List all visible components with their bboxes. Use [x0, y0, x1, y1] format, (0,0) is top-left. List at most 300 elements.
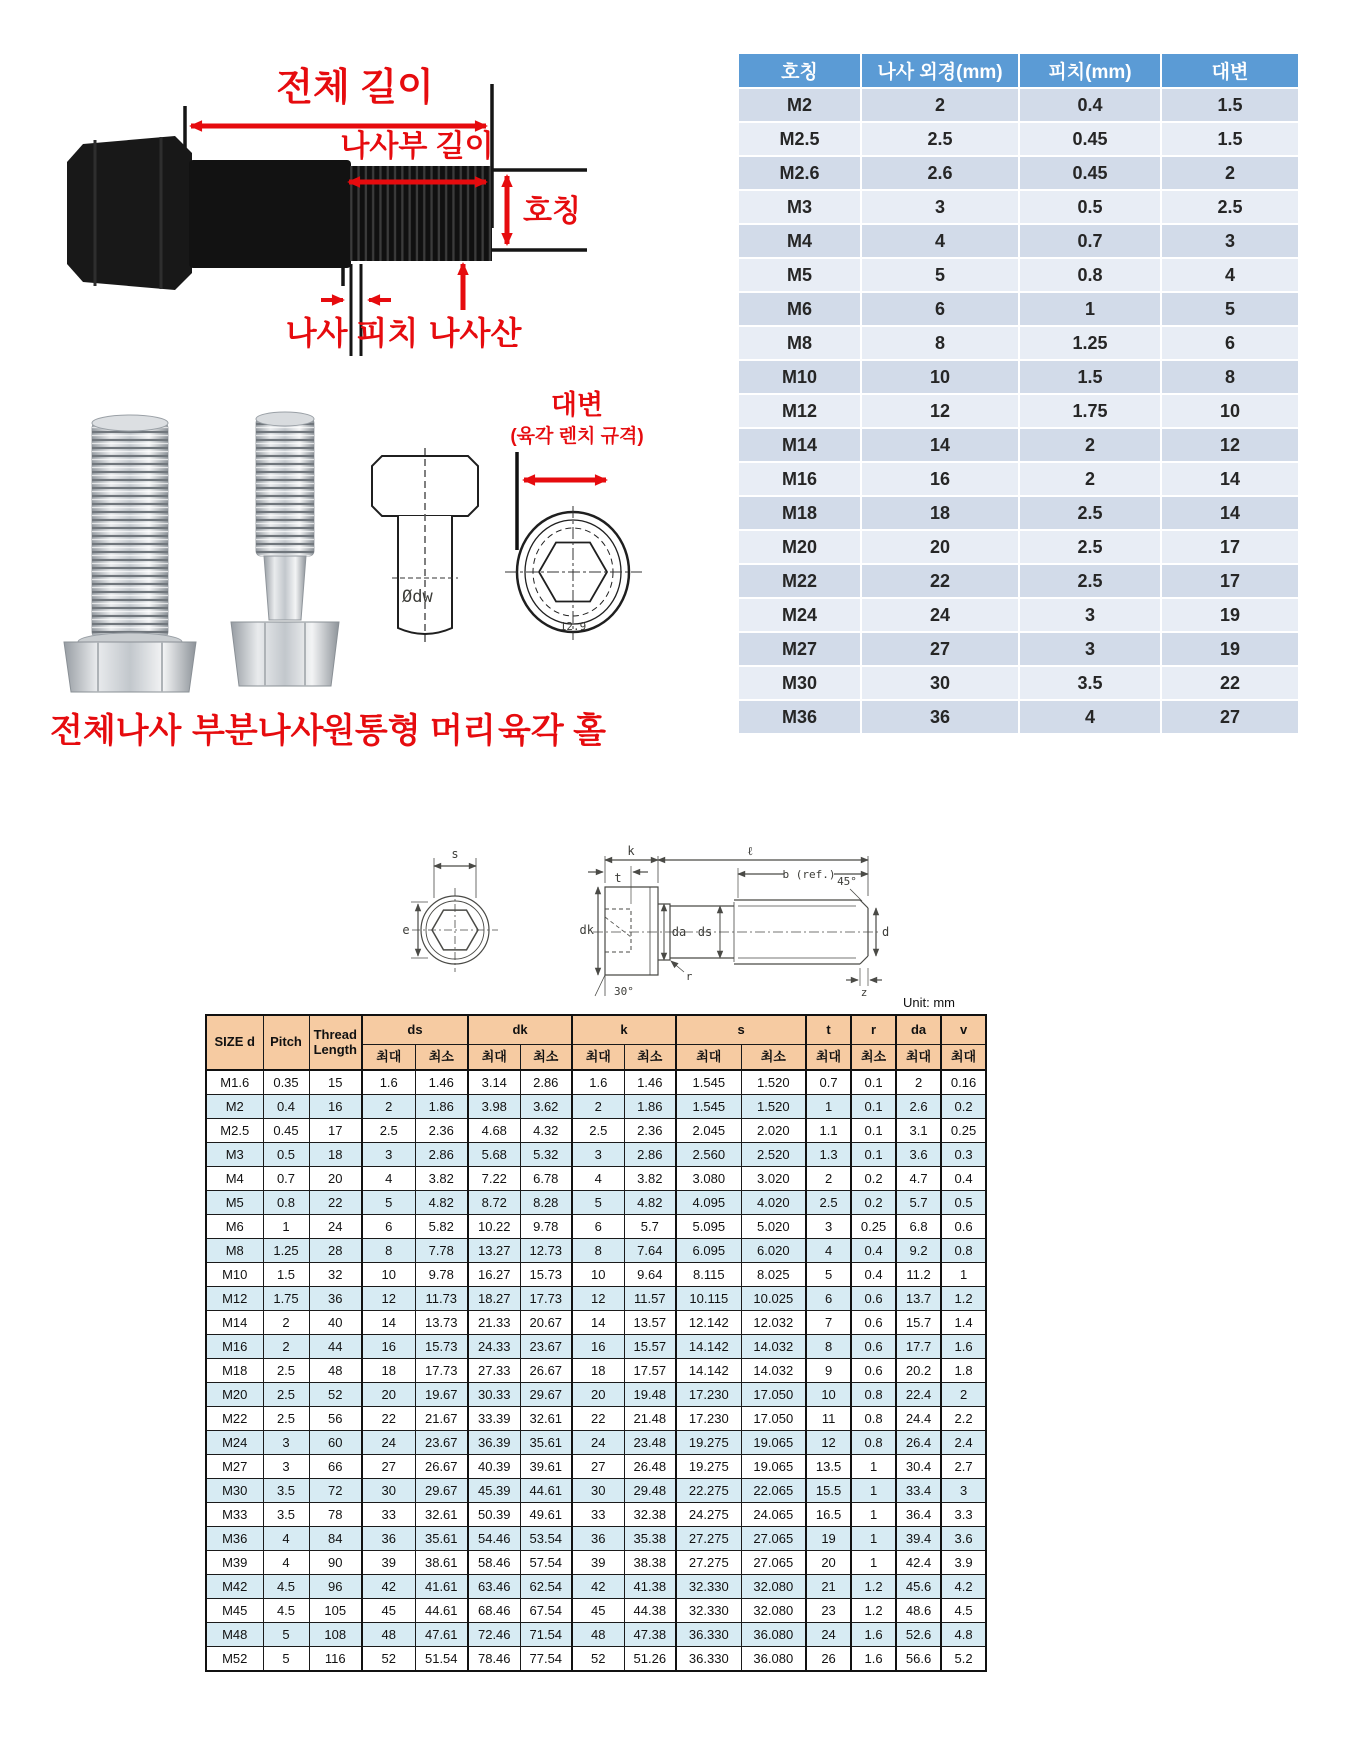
table-cell: 2.5	[1019, 496, 1161, 530]
table-cell: 1	[851, 1455, 896, 1479]
table-row	[206, 1407, 986, 1431]
column-header: 피치(mm)	[1019, 53, 1161, 88]
table-cell: 29.67	[520, 1383, 572, 1407]
table-cell: 90	[309, 1551, 362, 1575]
table-cell: 0.1	[851, 1119, 896, 1143]
table-row	[738, 88, 1299, 122]
table-cell: 1.6	[941, 1335, 986, 1359]
table-cell: M14	[206, 1311, 263, 1335]
table-cell: 15.57	[624, 1335, 676, 1359]
table-cell: 0.6	[941, 1215, 986, 1239]
table-cell: 2.5	[1019, 530, 1161, 564]
table-cell: 2.5	[263, 1407, 309, 1431]
table-cell: M42	[206, 1575, 263, 1599]
partial-thread-bolt-photo	[231, 412, 339, 686]
nominal-label: 호칭	[523, 195, 581, 228]
table-cell: 6	[1161, 326, 1299, 360]
table-row	[738, 564, 1299, 598]
table-cell: 17	[1161, 564, 1299, 598]
cylindrical-head-drawing	[372, 448, 478, 642]
table-cell: 17.73	[520, 1287, 572, 1311]
table-cell: 1.5	[263, 1263, 309, 1287]
table-cell: 68.46	[468, 1599, 520, 1623]
table-cell: 2.5	[263, 1359, 309, 1383]
table-cell: 51.26	[624, 1647, 676, 1672]
table-cell: 0.6	[851, 1359, 896, 1383]
table-cell: 30.33	[468, 1383, 520, 1407]
table-cell: 3.1	[896, 1119, 941, 1143]
table-cell: 1.25	[1019, 326, 1161, 360]
table-cell: 47.61	[415, 1623, 468, 1647]
table-row	[206, 1191, 986, 1215]
table-cell: M30	[738, 666, 861, 700]
column-header: t	[806, 1015, 851, 1045]
table-row	[738, 292, 1299, 326]
table-cell: 36.330	[676, 1623, 741, 1647]
table-cell: 1.6	[851, 1623, 896, 1647]
total-length-label: 전체 길이	[276, 67, 434, 109]
table-cell: 32.080	[741, 1599, 806, 1623]
table-cell: 13.73	[415, 1311, 468, 1335]
column-header: 대변	[1161, 53, 1299, 88]
table-cell: 1.6	[851, 1647, 896, 1672]
table-cell: 3	[1019, 632, 1161, 666]
dim-table	[205, 1014, 987, 1672]
table-cell: 1.5	[1161, 122, 1299, 156]
table-cell: 3	[263, 1431, 309, 1455]
table-cell: 0.1	[851, 1095, 896, 1119]
table-cell: 1.6	[362, 1070, 415, 1095]
table-cell: 22	[362, 1407, 415, 1431]
table-cell: 36	[861, 700, 1019, 734]
table-cell: 96	[309, 1575, 362, 1599]
table-cell: 45.6	[896, 1575, 941, 1599]
table-cell: 0.1	[851, 1070, 896, 1095]
column-header: v	[941, 1015, 986, 1045]
table-cell: M12	[206, 1287, 263, 1311]
table-cell: 36.4	[896, 1503, 941, 1527]
full-thread-bolt-photo	[64, 415, 196, 692]
dim-table-header	[206, 1015, 986, 1070]
table-cell: 2.520	[741, 1143, 806, 1167]
table-cell: 53.54	[520, 1527, 572, 1551]
table-cell: 1.3	[806, 1143, 851, 1167]
table-cell: 4	[263, 1527, 309, 1551]
table-row	[206, 1143, 986, 1167]
table-cell: 10.025	[741, 1287, 806, 1311]
table-cell: 4	[1019, 700, 1161, 734]
table-cell: M8	[738, 326, 861, 360]
sub-header: 최소	[741, 1045, 806, 1071]
caption-hex-hole: 육각 홀	[498, 712, 606, 750]
table-cell: 0.2	[941, 1095, 986, 1119]
table-cell: 3.9	[941, 1551, 986, 1575]
table-cell: 13.57	[624, 1311, 676, 1335]
table-cell: 50.39	[468, 1503, 520, 1527]
table-cell: 19.065	[741, 1431, 806, 1455]
table-cell: 24.275	[676, 1503, 741, 1527]
table-cell: M3	[206, 1143, 263, 1167]
table-cell: 32.61	[415, 1503, 468, 1527]
table-cell: M45	[206, 1599, 263, 1623]
table-cell: 22	[861, 564, 1019, 598]
table-cell: 72	[309, 1479, 362, 1503]
table-cell: 36.080	[741, 1647, 806, 1672]
table-cell: 33	[572, 1503, 624, 1527]
dim-label-45deg: 45°	[837, 875, 857, 888]
table-cell: 22	[572, 1407, 624, 1431]
table-cell: 2.5	[263, 1383, 309, 1407]
table-cell: 3.14	[468, 1070, 520, 1095]
column-header: s	[676, 1015, 806, 1045]
table-cell: 1	[851, 1503, 896, 1527]
table-cell: M30	[206, 1479, 263, 1503]
table-cell: 4.82	[415, 1191, 468, 1215]
table-cell: 0.45	[1019, 122, 1161, 156]
table-cell: 11.2	[896, 1263, 941, 1287]
table-cell: 0.8	[941, 1239, 986, 1263]
table-cell: 10	[861, 360, 1019, 394]
table-cell: 52	[309, 1383, 362, 1407]
table-cell: 44.61	[520, 1479, 572, 1503]
table-cell: 6	[362, 1215, 415, 1239]
table-cell: 0.6	[851, 1311, 896, 1335]
table-cell: 41.61	[415, 1575, 468, 1599]
table-cell: 17.050	[741, 1383, 806, 1407]
table-cell: 32.61	[520, 1407, 572, 1431]
dim-label-s: s	[451, 847, 459, 861]
table-cell: 24.33	[468, 1335, 520, 1359]
table-cell: M6	[738, 292, 861, 326]
table-cell: 24	[861, 598, 1019, 632]
table-cell: 32.38	[624, 1503, 676, 1527]
table-cell: 19.275	[676, 1455, 741, 1479]
table-cell: 3	[572, 1143, 624, 1167]
table-cell: 0.4	[1019, 88, 1161, 122]
spec-table-header	[738, 53, 1299, 88]
table-cell: 4	[861, 224, 1019, 258]
table-row	[206, 1431, 986, 1455]
table-cell: M27	[206, 1455, 263, 1479]
table-cell: 17.7	[896, 1335, 941, 1359]
table-cell: 24.065	[741, 1503, 806, 1527]
table-cell: 24	[309, 1215, 362, 1239]
table-cell: 0.8	[1019, 258, 1161, 292]
table-cell: 3.6	[896, 1143, 941, 1167]
table-cell: 2.5	[1161, 190, 1299, 224]
table-cell: 4	[572, 1167, 624, 1191]
table-cell: 29.48	[624, 1479, 676, 1503]
table-cell: 0.5	[941, 1191, 986, 1215]
table-cell: 32	[309, 1263, 362, 1287]
table-cell: 18	[309, 1143, 362, 1167]
table-cell: 0.1	[851, 1143, 896, 1167]
table-cell: 24	[362, 1431, 415, 1455]
table-row	[738, 122, 1299, 156]
table-cell: 10	[362, 1263, 415, 1287]
table-cell: 27.065	[741, 1527, 806, 1551]
table-cell: 58.46	[468, 1551, 520, 1575]
table-cell: 30.4	[896, 1455, 941, 1479]
table-cell: 3.82	[624, 1167, 676, 1191]
table-cell: 5	[861, 258, 1019, 292]
table-cell: M16	[206, 1335, 263, 1359]
table-row	[738, 666, 1299, 700]
column-header: Thread Length	[309, 1015, 362, 1070]
sub-header: 최대	[468, 1045, 520, 1071]
sub-header: 최대	[572, 1045, 624, 1071]
table-row	[738, 394, 1299, 428]
table-row	[206, 1263, 986, 1287]
table-row	[738, 700, 1299, 734]
table-cell: 12	[1161, 428, 1299, 462]
table-cell: 1.75	[1019, 394, 1161, 428]
table-cell: 9.64	[624, 1263, 676, 1287]
table-cell: 3.6	[941, 1527, 986, 1551]
table-cell: 1.2	[851, 1599, 896, 1623]
table-cell: 36.330	[676, 1647, 741, 1672]
table-cell: 24.4	[896, 1407, 941, 1431]
table-cell: 84	[309, 1527, 362, 1551]
table-cell: 42	[572, 1575, 624, 1599]
table-cell: 27.275	[676, 1527, 741, 1551]
table-cell: 78	[309, 1503, 362, 1527]
table-cell: 108	[309, 1623, 362, 1647]
table-cell: 1	[851, 1527, 896, 1551]
crest-label: 나사산	[428, 315, 522, 351]
table-cell: 3.62	[520, 1095, 572, 1119]
table-cell: 3.5	[263, 1503, 309, 1527]
table-cell: 1.520	[741, 1070, 806, 1095]
table-cell: 4.7	[896, 1167, 941, 1191]
table-cell: 2	[263, 1335, 309, 1359]
table-cell: 26.4	[896, 1431, 941, 1455]
table-cell: 9.78	[415, 1263, 468, 1287]
table-cell: 77.54	[520, 1647, 572, 1672]
table-cell: 1	[1019, 292, 1161, 326]
table-cell: M2	[206, 1095, 263, 1119]
table-cell: 0.4	[263, 1095, 309, 1119]
pitch-label: 나사 피치	[285, 315, 419, 351]
table-cell: 78.46	[468, 1647, 520, 1672]
table-cell: 4.020	[741, 1191, 806, 1215]
table-cell: M24	[206, 1431, 263, 1455]
table-cell: 0.2	[851, 1167, 896, 1191]
table-cell: 10	[806, 1383, 851, 1407]
table-cell: 17.230	[676, 1383, 741, 1407]
table-cell: 20.2	[896, 1359, 941, 1383]
table-cell: 12	[806, 1431, 851, 1455]
table-cell: 12.73	[520, 1239, 572, 1263]
table-cell: 5.32	[520, 1143, 572, 1167]
table-cell: 13.7	[896, 1287, 941, 1311]
table-cell: 23	[806, 1599, 851, 1623]
table-cell: 0.35	[263, 1070, 309, 1095]
table-cell: M10	[206, 1263, 263, 1287]
table-cell: 2.86	[624, 1143, 676, 1167]
table-row	[738, 258, 1299, 292]
table-cell: 26.48	[624, 1455, 676, 1479]
table-cell: 6.8	[896, 1215, 941, 1239]
table-cell: M48	[206, 1623, 263, 1647]
table-cell: 23.48	[624, 1431, 676, 1455]
table-cell: 45	[362, 1599, 415, 1623]
table-cell: 3.080	[676, 1167, 741, 1191]
table-row	[738, 428, 1299, 462]
column-header: SIZE d	[206, 1015, 263, 1070]
table-cell: 14	[1161, 462, 1299, 496]
table-cell: 4.5	[263, 1575, 309, 1599]
table-cell: 9	[806, 1359, 851, 1383]
table-cell: 0.45	[1019, 156, 1161, 190]
table-cell: 48.6	[896, 1599, 941, 1623]
table-cell: 8	[362, 1239, 415, 1263]
table-cell: 2	[263, 1311, 309, 1335]
thread-length-label: 나사부 길이	[340, 130, 494, 163]
table-row	[738, 598, 1299, 632]
table-cell: 7.64	[624, 1239, 676, 1263]
table-cell: 10	[572, 1263, 624, 1287]
table-cell: 22	[309, 1191, 362, 1215]
table-cell: 52	[572, 1647, 624, 1672]
table-cell: 6.020	[741, 1239, 806, 1263]
table-cell: 60	[309, 1431, 362, 1455]
table-row	[738, 156, 1299, 190]
table-cell: M5	[206, 1191, 263, 1215]
table-row	[206, 1215, 986, 1239]
table-cell: 26.67	[520, 1359, 572, 1383]
table-cell: 62.54	[520, 1575, 572, 1599]
table-cell: 2	[941, 1383, 986, 1407]
dim-label-b-ref: b (ref.)	[782, 868, 836, 881]
table-cell: 23.67	[415, 1431, 468, 1455]
table-cell: 35.61	[520, 1431, 572, 1455]
table-cell: 3.82	[415, 1167, 468, 1191]
table-cell: 1.545	[676, 1095, 741, 1119]
table-row	[206, 1503, 986, 1527]
table-cell: 20	[572, 1383, 624, 1407]
table-cell: 52.6	[896, 1623, 941, 1647]
table-cell: 30	[572, 1479, 624, 1503]
table-cell: 5.2	[941, 1647, 986, 1672]
table-cell: 20	[806, 1551, 851, 1575]
dim-label-dk: dk	[579, 923, 594, 937]
table-cell: 21	[806, 1575, 851, 1599]
bolt-types-figure	[50, 390, 680, 702]
table-cell: 27	[861, 632, 1019, 666]
table-cell: 6.095	[676, 1239, 741, 1263]
table-cell: 0.25	[851, 1215, 896, 1239]
table-cell: 0.7	[1019, 224, 1161, 258]
table-cell: 3.3	[941, 1503, 986, 1527]
table-cell: 0.8	[851, 1431, 896, 1455]
table-cell: M5	[738, 258, 861, 292]
table-cell: 39	[362, 1551, 415, 1575]
table-cell: M1.6	[206, 1070, 263, 1095]
table-cell: 2.020	[741, 1119, 806, 1143]
sub-header: 최대	[362, 1045, 415, 1071]
table-cell: 2	[896, 1070, 941, 1095]
table-cell: 67.54	[520, 1599, 572, 1623]
caption-partial-thread: 부분나사	[192, 712, 324, 750]
table-row	[206, 1359, 986, 1383]
table-cell: 41.38	[624, 1575, 676, 1599]
table-cell: 24	[572, 1431, 624, 1455]
table-cell: 0.16	[941, 1070, 986, 1095]
table-cell: 2.6	[861, 156, 1019, 190]
table-cell: 27	[1161, 700, 1299, 734]
table-cell: M16	[738, 462, 861, 496]
table-cell: 0.8	[851, 1383, 896, 1407]
table-cell: 16	[362, 1335, 415, 1359]
table-cell: 2	[806, 1167, 851, 1191]
table-cell: 22	[1161, 666, 1299, 700]
table-cell: 18	[861, 496, 1019, 530]
table-row	[738, 190, 1299, 224]
table-cell: 3.98	[468, 1095, 520, 1119]
table-cell: 33.4	[896, 1479, 941, 1503]
table-cell: 2	[1161, 156, 1299, 190]
table-cell: 0.45	[263, 1119, 309, 1143]
table-cell: 20	[309, 1167, 362, 1191]
table-cell: 27	[572, 1455, 624, 1479]
table-cell: 17.57	[624, 1359, 676, 1383]
column-header: da	[896, 1015, 941, 1045]
table-cell: 2.5	[806, 1191, 851, 1215]
table-row	[206, 1455, 986, 1479]
table-cell: 2.560	[676, 1143, 741, 1167]
table-cell: 0.4	[941, 1167, 986, 1191]
table-cell: 2.5	[1019, 564, 1161, 598]
sub-header: 최대	[941, 1045, 986, 1071]
table-cell: M27	[738, 632, 861, 666]
table-cell: 45	[572, 1599, 624, 1623]
table-cell: 1.86	[624, 1095, 676, 1119]
table-cell: 14	[362, 1311, 415, 1335]
table-cell: M22	[206, 1407, 263, 1431]
dw-label: Ødw	[402, 587, 433, 607]
table-cell: 36	[572, 1527, 624, 1551]
column-header: Pitch	[263, 1015, 309, 1070]
table-cell: 5	[806, 1263, 851, 1287]
table-cell: 16.27	[468, 1263, 520, 1287]
table-cell: 0.6	[851, 1287, 896, 1311]
table-cell: 2.86	[415, 1143, 468, 1167]
table-cell: 116	[309, 1647, 362, 1672]
table-cell: 36	[309, 1287, 362, 1311]
table-row	[206, 1239, 986, 1263]
table-cell: 2.7	[941, 1455, 986, 1479]
sub-header: 최소	[520, 1045, 572, 1071]
table-cell: 14.032	[741, 1335, 806, 1359]
table-cell: M20	[206, 1383, 263, 1407]
table-cell: 15	[309, 1070, 362, 1095]
table-cell: 17.230	[676, 1407, 741, 1431]
table-row	[206, 1287, 986, 1311]
table-cell: 1.5	[1019, 360, 1161, 394]
table-cell: 2.6	[896, 1095, 941, 1119]
table-cell: 6	[806, 1287, 851, 1311]
table-cell: 36.39	[468, 1431, 520, 1455]
table-cell: 32.080	[741, 1575, 806, 1599]
table-cell: 51.54	[415, 1647, 468, 1672]
table-cell: 17.050	[741, 1407, 806, 1431]
table-cell: M14	[738, 428, 861, 462]
table-cell: M36	[738, 700, 861, 734]
table-cell: 29.67	[415, 1479, 468, 1503]
table-cell: 19	[806, 1527, 851, 1551]
table-cell: 1.2	[941, 1287, 986, 1311]
